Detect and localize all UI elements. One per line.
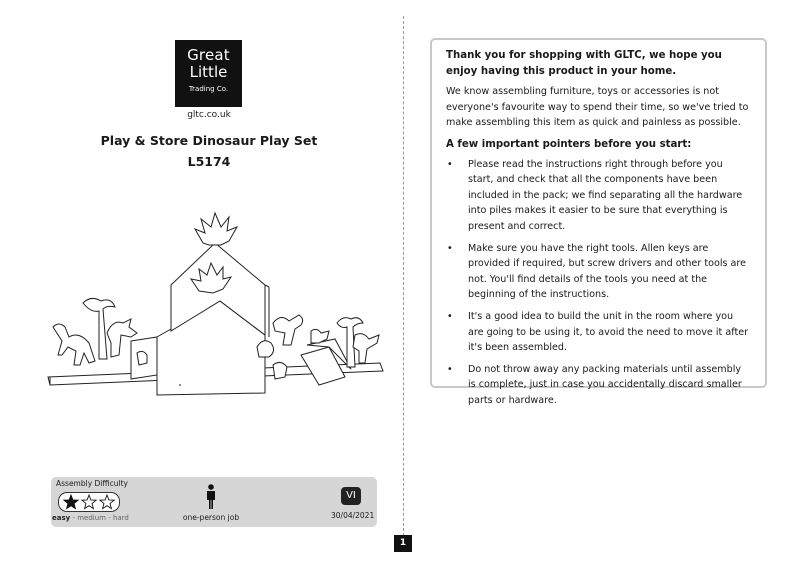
assembly-info-bar [51, 477, 377, 527]
dinosaur-playset-illustration [45, 205, 385, 410]
star-empty-icon [82, 495, 96, 509]
product-title [60, 130, 358, 172]
logo-line-little: Little [189, 63, 228, 81]
product-code: L5174 [187, 154, 231, 169]
pointer-text: Please read the instructions right through before you start, and check that all the components have been included in the pack; we find separating all the hardware into piles makes it easier to be sure that everything is present and correct. [468, 158, 743, 232]
pointers-list [446, 157, 751, 409]
pointer-item [446, 241, 751, 303]
pointers-heading: A few important pointers before you start: [446, 138, 692, 150]
one-person-job-text: one-person job [182, 513, 240, 522]
version-badge: VI [341, 487, 361, 505]
difficulty-level-hard: hard [112, 514, 129, 522]
difficulty-separator-2: - [105, 514, 113, 522]
issue-date: 30/04/2021 [331, 511, 375, 520]
bullet-icon: • [447, 363, 453, 375]
difficulty-levels [52, 514, 129, 522]
logo-line-great: Great [187, 46, 230, 64]
assembly-difficulty-label: Assembly Difficulty [56, 479, 128, 488]
difficulty-separator-1: - [70, 514, 78, 522]
pointer-item [446, 309, 751, 356]
brand-logo [175, 40, 242, 107]
difficulty-star-rating [58, 492, 120, 512]
product-name: Play & Store Dinosaur Play Set [100, 133, 318, 148]
page-fold-divider [403, 16, 404, 536]
star-empty-icon [100, 495, 114, 509]
person-icon [201, 484, 221, 510]
thank-you-heading: Thank you for shopping with GLTC, we hope you enjoy having this product in your home. [446, 50, 722, 77]
pointer-text: It's a good idea to build the unit in the room where you are going to be using it, to avoid the need to move it after it's been assembled. [468, 310, 749, 354]
pointer-item [446, 157, 751, 235]
bullet-icon: • [447, 310, 453, 322]
star-filled-icon [64, 495, 78, 509]
intro-panel [430, 38, 767, 406]
intro-paragraph: We know assembling furniture, toys or accessories is not everyone's favourite way to spend their time, so we've tried to make assembling this item as quick and painless as possible. [446, 86, 749, 129]
bullet-icon: • [447, 242, 453, 254]
bullet-icon: • [447, 158, 453, 170]
pointer-text: Do not throw away any packing materials until assembly is complete, just in case you accidentally discard smaller parts or hardware. [468, 363, 742, 406]
website-url: gltc.co.uk [187, 110, 231, 120]
pointer-text: Make sure you have the right tools. Allen keys are provided if required, but screw drivers and other tools are not. You'll find details of the tools you need at the beginning of the instructions. [468, 242, 747, 301]
difficulty-stars-graphic [59, 493, 119, 511]
difficulty-level-medium: medium [77, 514, 106, 522]
pointer-item [446, 362, 751, 409]
logo-line-trading: Trading Co. [188, 85, 229, 93]
difficulty-level-easy: easy [52, 514, 71, 522]
page-number: 1 [394, 535, 412, 552]
